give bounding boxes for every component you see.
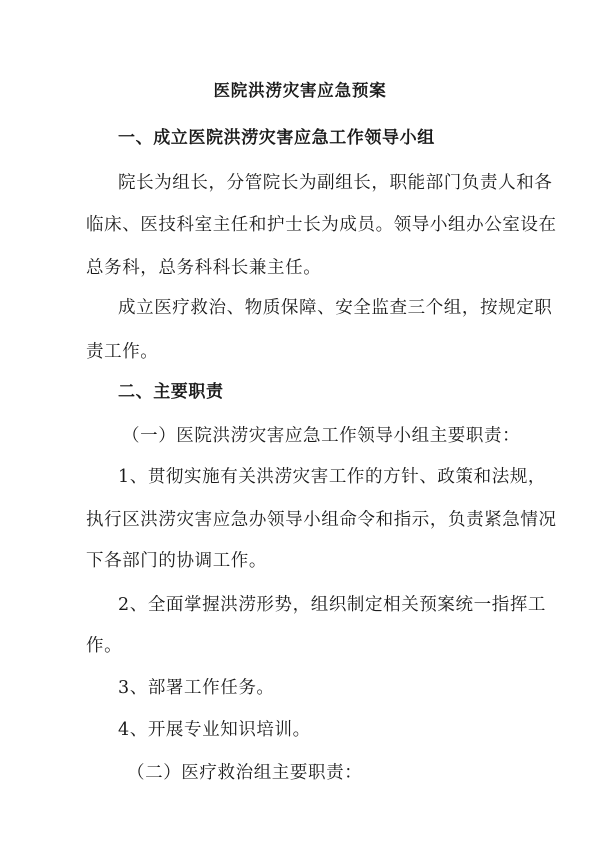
paragraph-line: 责工作。 xyxy=(86,342,159,362)
subsection-heading-1: （一）医院洪涝灾害应急工作领导小组主要职责： xyxy=(122,426,521,446)
paragraph-line: 院长为组长，分管院长为副组长，职能部门负责人和各 xyxy=(118,173,553,193)
paragraph-line: 3、部署工作任务。 xyxy=(118,678,275,698)
section-heading-1: 一、成立医院洪涝灾害应急工作领导小组 xyxy=(118,128,435,148)
paragraph-line: 成立医疗救治、物质保障、安全监查三个组，按规定职 xyxy=(118,298,553,318)
section-heading-2: 二、主要职责 xyxy=(118,382,224,402)
subsection-heading-2: （二）医疗救治组主要职责： xyxy=(127,763,363,783)
paragraph-line: 执行区洪涝灾害应急办领导小组命令和指示，负责紧急情况 xyxy=(86,510,557,530)
paragraph-line: 下各部门的协调工作。 xyxy=(86,551,267,571)
paragraph-line: 临床、医技科室主任和护士长为成员。领导小组办公室设在 xyxy=(86,215,557,235)
paragraph-line: 4、开展专业知识培训。 xyxy=(118,720,311,740)
document-title: 医院洪涝灾害应急预案 xyxy=(213,81,387,100)
paragraph-line: 总务科，总务科科长兼主任。 xyxy=(86,258,322,278)
paragraph-line: 2、全面掌握洪涝形势，组织制定相关预案统一指挥工 xyxy=(118,595,547,615)
paragraph-line: 作。 xyxy=(86,636,123,656)
paragraph-line: 1、贯彻实施有关洪涝灾害工作的方针、政策和法规， xyxy=(118,467,547,487)
